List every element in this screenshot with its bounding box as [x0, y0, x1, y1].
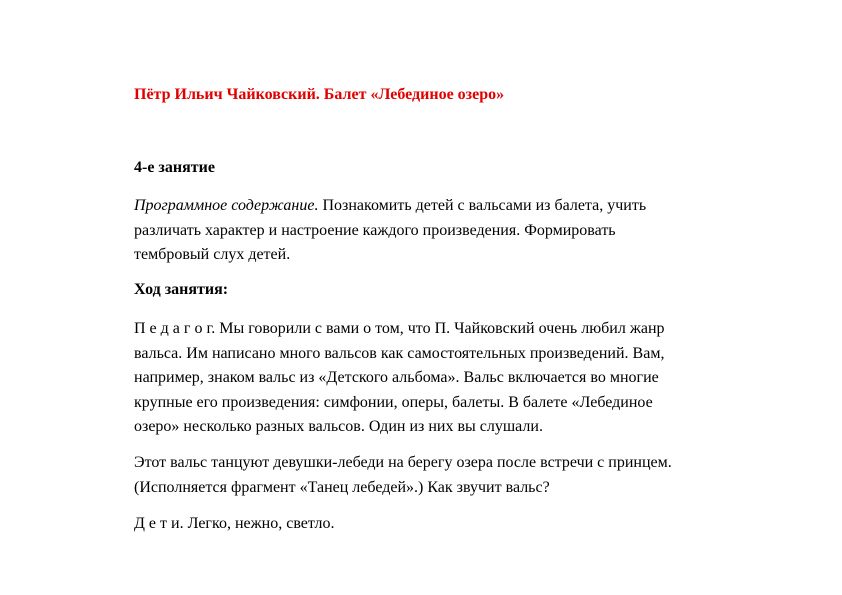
- waltz-line: (Исполняется фрагмент «Танец лебедей».) Как звучит вальс?: [134, 478, 550, 496]
- program-line-1: [134, 194, 754, 219]
- teacher-line: крупные его произведения: симфонии, оперы, балеты. В балете «Лебединое: [134, 393, 653, 411]
- kids-paragraph: [134, 512, 754, 537]
- program-label: Программное содержание.: [134, 197, 319, 214]
- program-text-1: Познакомить детей с вальсами из балета, учить: [318, 197, 647, 214]
- teacher-line: например, знаком вальс из «Детского альбома». Вальс включается во многие: [134, 369, 659, 386]
- program-paragraph: [134, 194, 754, 268]
- lesson-heading: 4-е занятие: [134, 159, 215, 176]
- program-line-3: тембровый слух детей.: [134, 246, 291, 263]
- kids-line: Д е т и. Легко, нежно, светло.: [134, 515, 335, 532]
- document-title: Пётр Ильич Чайковский. Балет «Лебединое озеро»: [134, 86, 505, 103]
- course-heading: Ход занятия:: [134, 281, 229, 298]
- teacher-line: озеро» несколько разных вальсов. Один из них вы слушали.: [134, 418, 543, 435]
- teacher-paragraph: [134, 317, 754, 440]
- waltz-line: Этот вальс танцуют девушки-лебеди на берегу озера после встречи с принцем.: [134, 454, 672, 471]
- teacher-line: вальса. Им написано много вальсов как самостоятельных произведений. Вам,: [134, 344, 665, 362]
- program-line-2: различать характер и настроение каждого произведения. Формировать: [134, 221, 616, 239]
- teacher-line: П е д а г о г. Мы говорили с вами о том, что П. Чайковский очень любил жанр: [134, 320, 665, 337]
- waltz-paragraph: [134, 451, 754, 500]
